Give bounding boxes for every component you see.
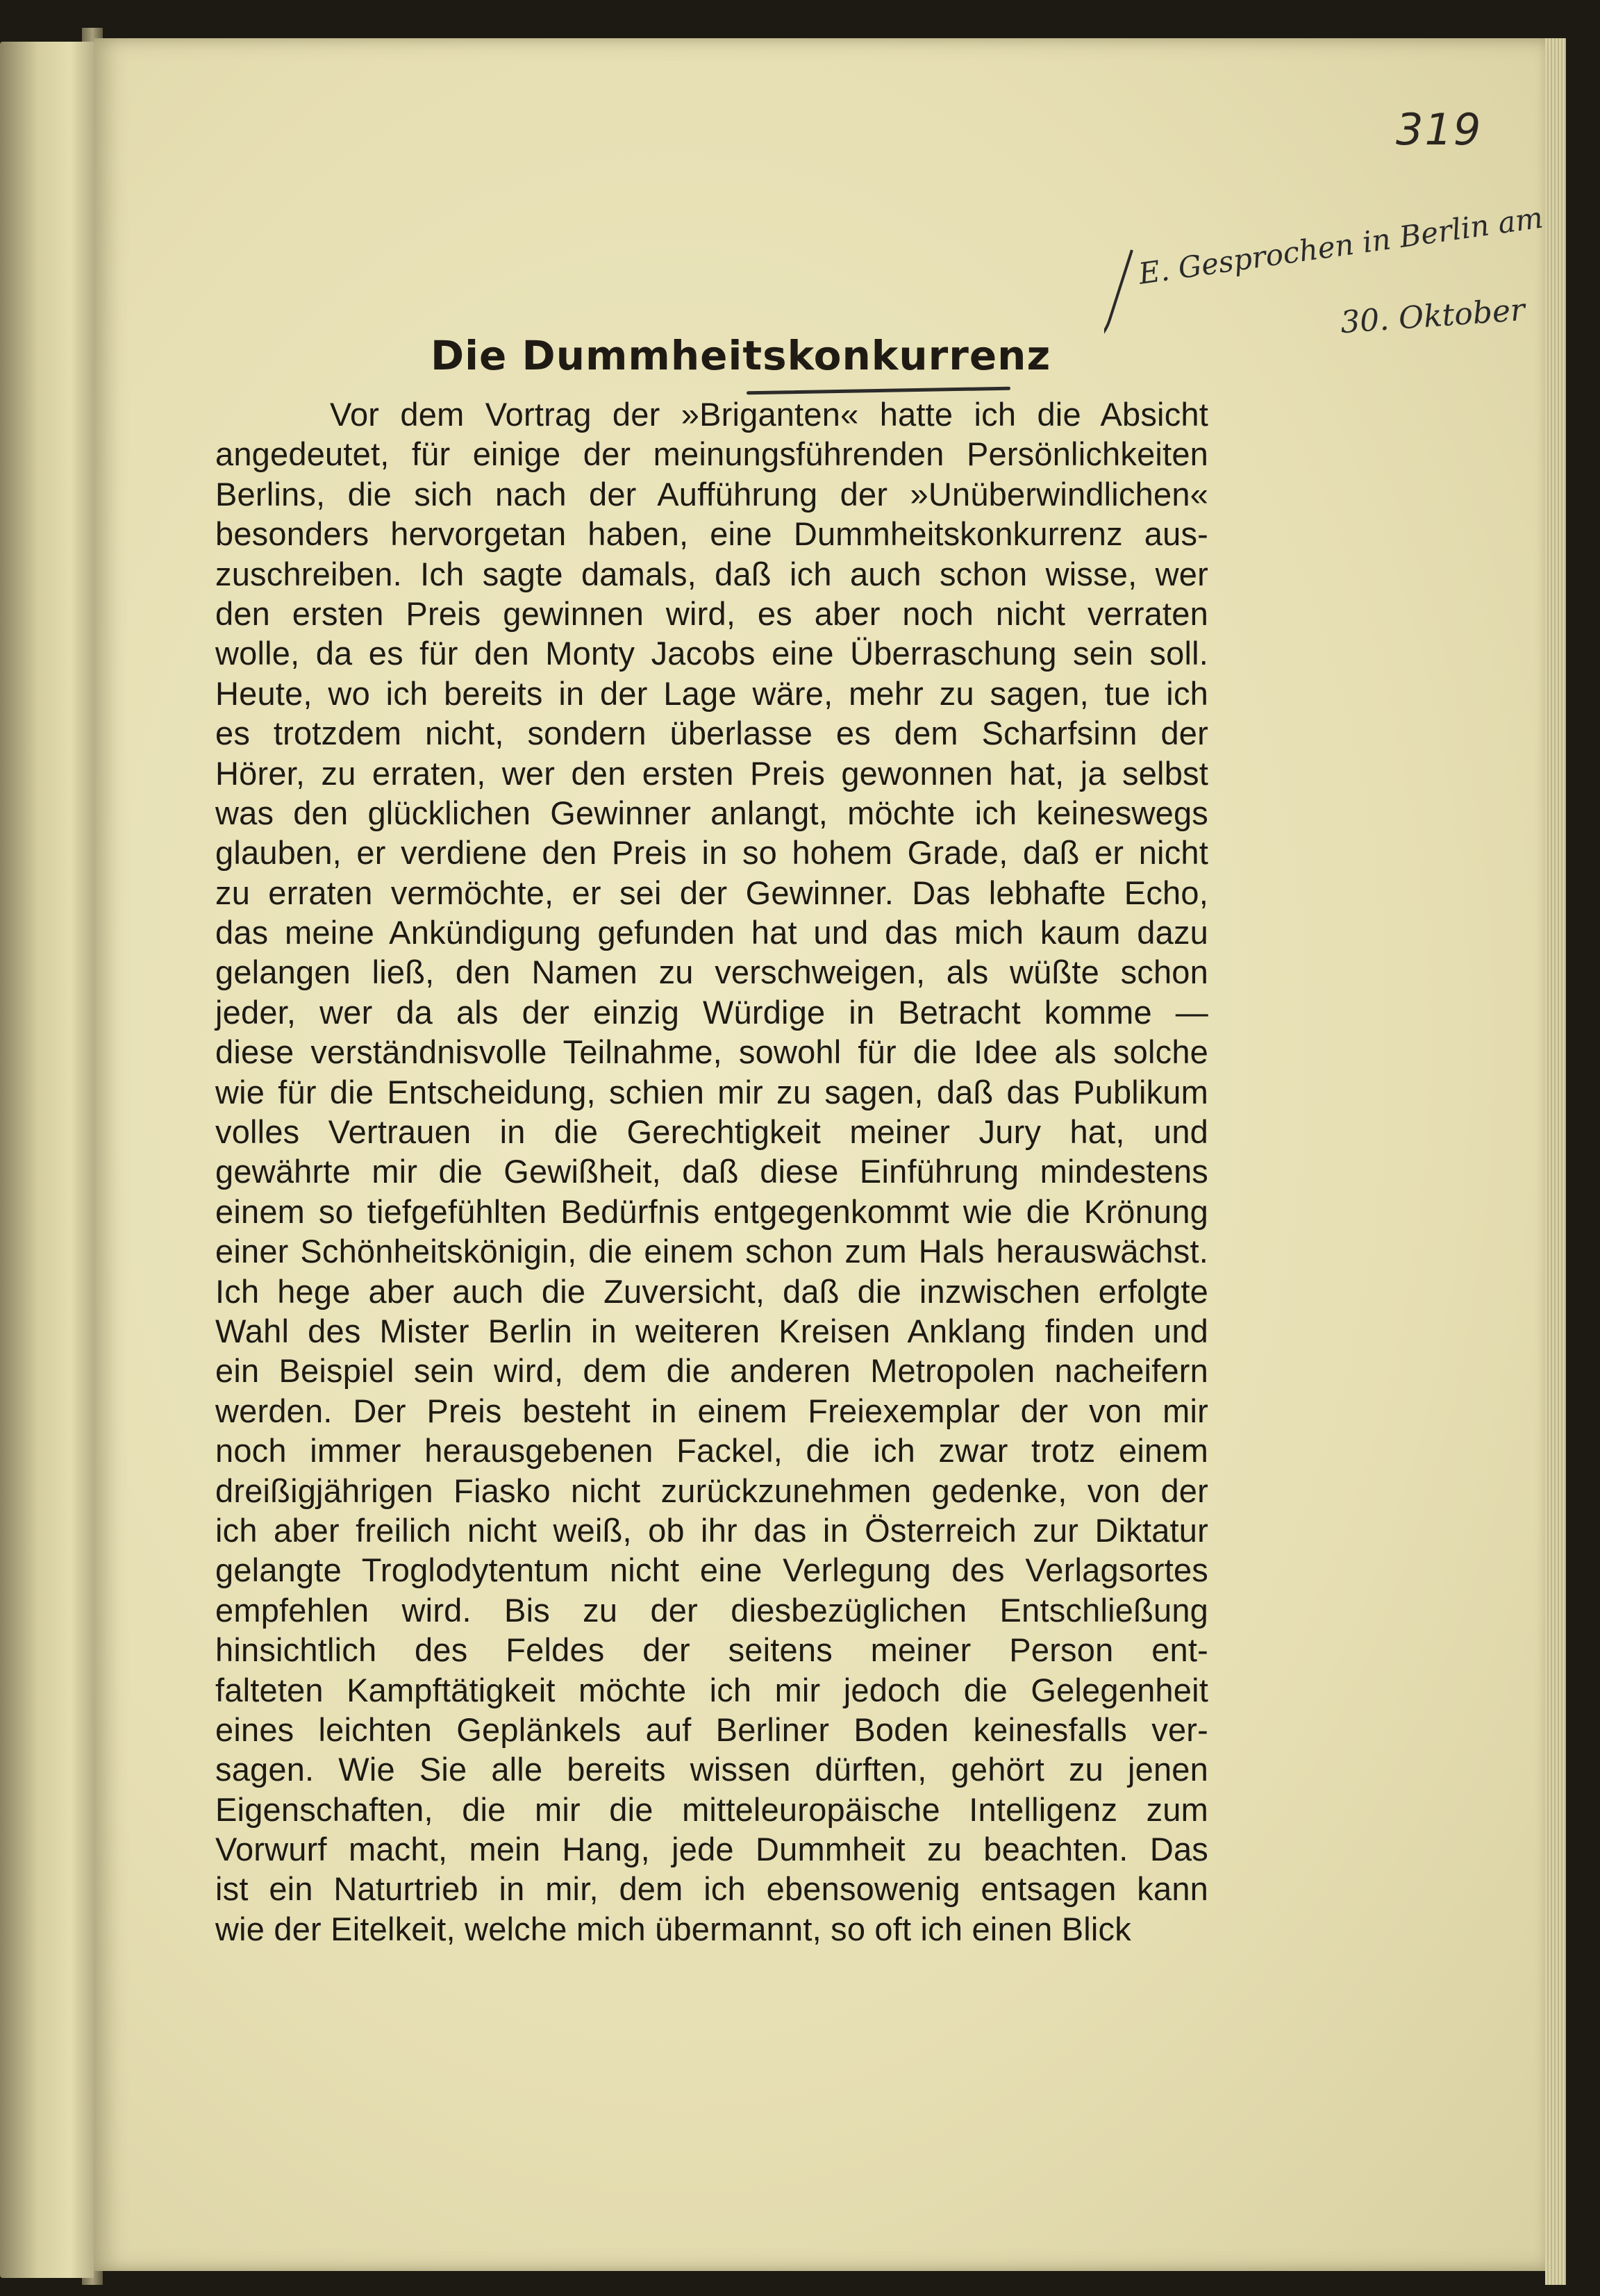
text-line: ist ein Naturtrieb in mir, dem ich ebensowenig entsagen kann xyxy=(215,1870,1208,1908)
text-line: diese verständnisvolle Teilnahme, sowohl für die Idee als solche xyxy=(215,1033,1208,1071)
text-line: empfehlen wird. Bis zu der diesbezüglichen Entschließung xyxy=(215,1591,1208,1629)
text-line: zuschreiben. Ich sagte damals, daß ich auch schon wisse, wer xyxy=(215,555,1208,592)
text-line: hinsichtlich des Feldes der seitens meiner Person ent- xyxy=(215,1631,1208,1669)
text-line: gelangen ließ, den Namen zu verschweigen, als wüßte schon xyxy=(215,954,1208,991)
annotation-line-1: E. Gesprochen in Berlin am xyxy=(1136,200,1545,291)
text-line: angedeutet, für einige der meinungsführenden Persönlichkeiten xyxy=(215,435,1208,473)
page-number: 319 xyxy=(1396,104,1483,155)
text-line: ein Beispiel sein wird, dem die anderen Metropolen nacheifern xyxy=(215,1352,1208,1390)
text-line: Wahl des Mister Berlin in weiteren Kreisen Anklang finden und xyxy=(215,1312,1208,1349)
text-line: werden. Der Preis besteht in einem Freiexemplar der von mir xyxy=(215,1392,1208,1429)
text-line: Berlins, die sich nach der Aufführung der »Unüberwindlichen« xyxy=(215,475,1208,513)
text-line: eines leichten Geplänkels auf Berliner Boden keinesfalls ver- xyxy=(215,1711,1208,1748)
text-line: Vor dem Vortrag der »Briganten« hatte ich die Absicht xyxy=(330,396,1208,433)
text-line: Ich hege aber auch die Zuversicht, daß die inzwischen erfolgte xyxy=(215,1272,1208,1310)
text-line: Eigenschaften, die mir die mitteleuropäische Intelligenz zum xyxy=(215,1790,1208,1828)
text-line: zu erraten vermöchte, er sei der Gewinner. Das lebhafte Echo, xyxy=(215,874,1208,911)
text-line: jeder, wer da als der einzig Würdige in Betracht komme — xyxy=(215,993,1208,1031)
text-line: noch immer herausgebenen Fackel, die ich zwar trotz einem xyxy=(215,1432,1208,1470)
text-line: dreißigjährigen Fiasko nicht zurückzunehmen gedenke, von der xyxy=(215,1472,1208,1509)
text-line: glauben, er verdiene den Preis in so hohem Grade, daß er nicht xyxy=(215,834,1208,872)
text-line: wie für die Entscheidung, schien mir zu sagen, daß das Publikum xyxy=(215,1073,1208,1110)
body-text xyxy=(215,394,1208,1949)
text-line: einer Schönheitskönigin, die einem schon zum Hals herauswächst. xyxy=(215,1233,1208,1270)
text-line: falteten Kampftätigkeit möchte ich mir jedoch die Gelegenheit xyxy=(215,1671,1208,1708)
text-line: das meine Ankündigung gefunden hat und das mich kaum dazu xyxy=(215,914,1208,951)
text-line: volles Vertrauen in die Gerechtigkeit meiner Jury hat, und xyxy=(215,1113,1208,1151)
text-line: es trotzdem nicht, sondern überlasse es dem Scharfsinn der xyxy=(215,715,1208,752)
text-line: sagen. Wie Sie alle bereits wissen dürften, gehört zu jenen xyxy=(215,1751,1208,1788)
text-line: Vorwurf macht, mein Hang, jede Dummheit zu beachten. Das xyxy=(215,1831,1208,1868)
page-stack-edge xyxy=(1545,38,1566,2285)
text-line: besonders hervorgetan haben, eine Dummheitskonkurrenz aus- xyxy=(215,515,1208,553)
text-line: wolle, da es für den Monty Jacobs eine Überraschung sein soll. xyxy=(215,635,1208,672)
text-line: einem so tiefgefühlten Bedürfnis entgegenkommt wie die Krönung xyxy=(215,1192,1208,1230)
text-line: Hörer, zu erraten, wer den ersten Preis gewonnen hat, ja selbst xyxy=(215,754,1208,792)
text-line: was den glücklichen Gewinner anlangt, möchte ich keineswegs xyxy=(215,794,1208,831)
text-line: ich aber freilich nicht weiß, ob ihr das in Österreich zur Diktatur xyxy=(215,1511,1208,1549)
text-line: wie der Eitelkeit, welche mich übermannt, so oft ich einen Blick xyxy=(215,1910,1131,1947)
text-line: gelangte Troglodytentum nicht eine Verlegung des Verlagsortes xyxy=(215,1552,1208,1589)
annotation-line-2: 30. Oktober xyxy=(1339,292,1526,341)
text-line: den ersten Preis gewinnen wird, es aber noch nicht verraten xyxy=(215,594,1208,632)
page-title: Die Dummheitskonkurrenz xyxy=(431,332,1051,379)
text-line: gewährte mir die Gewißheit, daß diese Einführung mindestens xyxy=(215,1153,1208,1190)
text-line: Heute, wo ich bereits in der Lage wäre, mehr zu sagen, tue ich xyxy=(215,674,1208,712)
